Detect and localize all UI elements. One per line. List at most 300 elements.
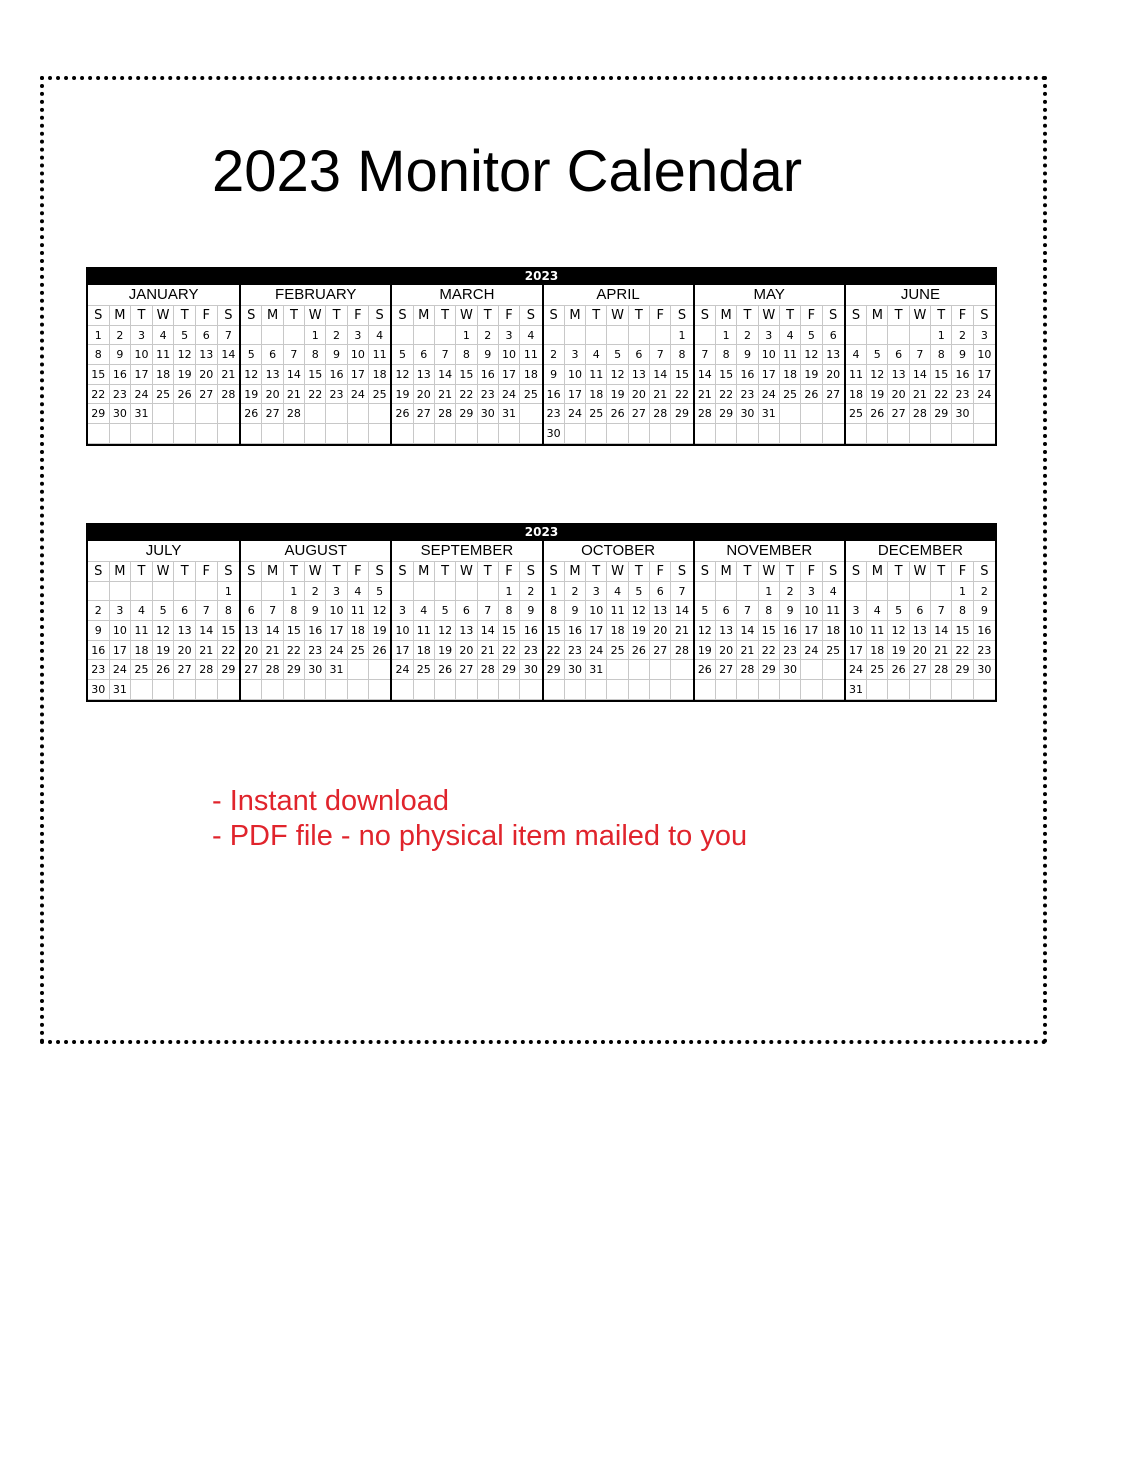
empty-day-cell (392, 582, 413, 602)
empty-day-cell (196, 404, 218, 424)
day-cell: 1 (544, 582, 565, 602)
day-cell: 23 (780, 641, 801, 661)
day-cell: 5 (607, 345, 628, 365)
weekday-header: M (262, 306, 283, 326)
empty-day-cell (931, 424, 952, 444)
day-cell: 25 (348, 641, 369, 661)
day-cell: 22 (499, 641, 520, 661)
empty-day-cell (392, 326, 413, 346)
day-cell: 27 (629, 404, 650, 424)
months-row (86, 541, 997, 702)
day-cell: 23 (737, 385, 758, 405)
weekday-header: S (695, 306, 716, 326)
day-cell: 25 (131, 660, 153, 680)
empty-day-cell (348, 680, 369, 700)
weekday-header: T (780, 306, 801, 326)
day-cell: 31 (326, 660, 347, 680)
empty-day-cell (737, 424, 758, 444)
weekday-header: T (586, 306, 607, 326)
empty-day-cell (88, 582, 110, 602)
day-cell: 17 (499, 365, 520, 385)
day-cell: 17 (131, 365, 153, 385)
day-cell: 7 (910, 345, 931, 365)
day-cell: 1 (305, 326, 326, 346)
day-cell: 10 (759, 345, 780, 365)
weekday-header: T (284, 562, 305, 582)
day-cell: 6 (650, 582, 671, 602)
day-cell: 22 (544, 641, 565, 661)
day-cell: 18 (520, 365, 541, 385)
empty-day-cell (153, 404, 175, 424)
day-cell: 20 (241, 641, 262, 661)
empty-day-cell (218, 424, 240, 444)
day-cell: 29 (284, 660, 305, 680)
day-cell: 19 (695, 641, 716, 661)
day-cell: 12 (695, 621, 716, 641)
month-december (844, 541, 995, 700)
weekday-header: M (414, 562, 435, 582)
day-cell: 28 (435, 404, 456, 424)
empty-day-cell (326, 680, 347, 700)
day-cell: 29 (218, 660, 240, 680)
day-cell: 28 (910, 404, 931, 424)
day-cell: 21 (284, 385, 305, 405)
weekday-header: T (478, 562, 499, 582)
day-cell: 13 (174, 621, 196, 641)
day-cell: 14 (478, 621, 499, 641)
day-cell: 13 (888, 365, 909, 385)
empty-day-cell (737, 582, 758, 602)
day-cell: 3 (499, 326, 520, 346)
weekday-header: F (801, 562, 822, 582)
empty-day-cell (131, 424, 153, 444)
months-row (86, 285, 997, 446)
empty-day-cell (456, 424, 477, 444)
day-cell: 1 (499, 582, 520, 602)
day-cell: 20 (629, 385, 650, 405)
month-november (693, 541, 844, 700)
weekday-header: T (931, 562, 952, 582)
day-cell: 10 (801, 601, 822, 621)
day-cell: 4 (131, 601, 153, 621)
weekday-header: W (305, 306, 326, 326)
empty-day-cell (456, 680, 477, 700)
day-cell: 26 (241, 404, 262, 424)
day-cell: 17 (348, 365, 369, 385)
day-cell: 24 (348, 385, 369, 405)
weekday-header: W (910, 562, 931, 582)
day-cell: 23 (478, 385, 499, 405)
day-cell: 1 (88, 326, 110, 346)
weekday-header: W (759, 562, 780, 582)
weekday-header: T (629, 562, 650, 582)
day-cell: 22 (716, 385, 737, 405)
day-cell: 9 (544, 365, 565, 385)
year-bar: 2023 (86, 523, 997, 541)
day-cell: 6 (716, 601, 737, 621)
day-cell: 26 (174, 385, 196, 405)
day-cell: 15 (931, 365, 952, 385)
empty-day-cell (801, 424, 822, 444)
day-cell: 7 (196, 601, 218, 621)
empty-day-cell (650, 424, 671, 444)
day-cell: 26 (369, 641, 390, 661)
empty-day-cell (650, 660, 671, 680)
day-cell: 28 (478, 660, 499, 680)
month-name: JUNE (846, 285, 995, 306)
day-cell: 1 (284, 582, 305, 602)
empty-day-cell (196, 680, 218, 700)
day-cell: 17 (974, 365, 995, 385)
empty-day-cell (241, 424, 262, 444)
day-cell: 3 (759, 326, 780, 346)
weekday-header: T (737, 562, 758, 582)
empty-day-cell (565, 424, 586, 444)
day-cell: 7 (218, 326, 240, 346)
day-grid (544, 562, 693, 700)
day-cell: 30 (952, 404, 973, 424)
day-grid (241, 562, 390, 700)
weekday-header: F (348, 562, 369, 582)
day-cell: 5 (888, 601, 909, 621)
day-cell: 9 (974, 601, 995, 621)
day-cell: 3 (348, 326, 369, 346)
day-cell: 14 (737, 621, 758, 641)
weekday-header: T (435, 306, 456, 326)
day-cell: 27 (456, 660, 477, 680)
day-cell: 23 (974, 641, 995, 661)
month-name: NOVEMBER (695, 541, 844, 562)
day-cell: 24 (759, 385, 780, 405)
day-cell: 15 (284, 621, 305, 641)
empty-day-cell (867, 582, 888, 602)
empty-day-cell (823, 404, 844, 424)
day-cell: 11 (131, 621, 153, 641)
weekday-header: S (241, 306, 262, 326)
day-cell: 16 (520, 621, 541, 641)
day-cell: 4 (520, 326, 541, 346)
day-cell: 16 (737, 365, 758, 385)
empty-day-cell (671, 424, 692, 444)
weekday-header: T (888, 562, 909, 582)
day-cell: 10 (348, 345, 369, 365)
day-cell: 4 (348, 582, 369, 602)
day-cell: 2 (110, 326, 132, 346)
empty-day-cell (414, 326, 435, 346)
day-cell: 15 (952, 621, 973, 641)
empty-day-cell (131, 680, 153, 700)
day-cell: 21 (196, 641, 218, 661)
day-cell: 11 (607, 601, 628, 621)
weekday-header: T (780, 562, 801, 582)
empty-day-cell (392, 424, 413, 444)
day-cell: 18 (780, 365, 801, 385)
day-cell: 11 (846, 365, 867, 385)
month-march (390, 285, 541, 444)
empty-day-cell (262, 424, 283, 444)
empty-day-cell (348, 404, 369, 424)
empty-day-cell (888, 680, 909, 700)
day-cell: 6 (456, 601, 477, 621)
empty-day-cell (846, 424, 867, 444)
weekday-header: S (695, 562, 716, 582)
empty-day-cell (695, 326, 716, 346)
day-cell: 9 (952, 345, 973, 365)
day-cell: 4 (846, 345, 867, 365)
empty-day-cell (780, 404, 801, 424)
empty-day-cell (478, 680, 499, 700)
day-cell: 24 (499, 385, 520, 405)
day-cell: 17 (110, 641, 132, 661)
weekday-header: F (801, 306, 822, 326)
day-cell: 18 (846, 385, 867, 405)
day-cell: 14 (671, 601, 692, 621)
calendar-strip-jul-dec (86, 523, 997, 702)
day-cell: 12 (888, 621, 909, 641)
day-cell: 14 (695, 365, 716, 385)
weekday-header: F (499, 562, 520, 582)
day-cell: 3 (586, 582, 607, 602)
day-cell: 9 (737, 345, 758, 365)
empty-day-cell (974, 424, 995, 444)
day-cell: 31 (499, 404, 520, 424)
weekday-header: W (153, 562, 175, 582)
weekday-header: T (478, 306, 499, 326)
day-cell: 31 (110, 680, 132, 700)
empty-day-cell (110, 582, 132, 602)
empty-day-cell (435, 326, 456, 346)
day-cell: 9 (520, 601, 541, 621)
day-cell: 15 (305, 365, 326, 385)
day-cell: 25 (369, 385, 390, 405)
day-cell: 13 (629, 365, 650, 385)
day-cell: 24 (974, 385, 995, 405)
weekday-header: F (650, 562, 671, 582)
day-cell: 23 (326, 385, 347, 405)
day-cell: 24 (801, 641, 822, 661)
empty-day-cell (650, 680, 671, 700)
weekday-header: S (823, 306, 844, 326)
day-cell: 14 (435, 365, 456, 385)
day-cell: 1 (952, 582, 973, 602)
month-name: JULY (88, 541, 239, 562)
day-cell: 26 (392, 404, 413, 424)
weekday-header: W (305, 562, 326, 582)
day-cell: 26 (695, 660, 716, 680)
weekday-header: T (326, 306, 347, 326)
day-cell: 31 (586, 660, 607, 680)
weekday-header: T (174, 306, 196, 326)
day-cell: 18 (586, 385, 607, 405)
empty-day-cell (262, 680, 283, 700)
day-cell: 28 (650, 404, 671, 424)
empty-day-cell (174, 424, 196, 444)
day-cell: 27 (196, 385, 218, 405)
empty-day-cell (801, 404, 822, 424)
day-grid (695, 562, 844, 700)
day-cell: 25 (153, 385, 175, 405)
empty-day-cell (629, 424, 650, 444)
day-cell: 4 (867, 601, 888, 621)
empty-day-cell (974, 680, 995, 700)
weekday-header: S (369, 306, 390, 326)
empty-day-cell (196, 424, 218, 444)
day-cell: 4 (823, 582, 844, 602)
day-cell: 8 (759, 601, 780, 621)
day-cell: 8 (671, 345, 692, 365)
empty-day-cell (910, 582, 931, 602)
weekday-header: M (565, 306, 586, 326)
day-cell: 1 (456, 326, 477, 346)
day-cell: 29 (952, 660, 973, 680)
month-september (390, 541, 541, 700)
day-grid (392, 306, 541, 444)
empty-day-cell (456, 582, 477, 602)
weekday-header: S (671, 306, 692, 326)
day-grid (846, 306, 995, 444)
empty-day-cell (607, 326, 628, 346)
weekday-header: F (196, 306, 218, 326)
day-cell: 26 (607, 404, 628, 424)
day-cell: 6 (241, 601, 262, 621)
day-cell: 24 (131, 385, 153, 405)
weekday-header: S (974, 306, 995, 326)
day-cell: 8 (456, 345, 477, 365)
day-cell: 6 (888, 345, 909, 365)
empty-day-cell (544, 326, 565, 346)
day-cell: 30 (88, 680, 110, 700)
day-cell: 7 (435, 345, 456, 365)
day-cell: 11 (414, 621, 435, 641)
day-cell: 16 (110, 365, 132, 385)
day-cell: 29 (931, 404, 952, 424)
empty-day-cell (241, 680, 262, 700)
day-cell: 11 (823, 601, 844, 621)
empty-day-cell (305, 404, 326, 424)
day-grid (88, 562, 239, 700)
day-cell: 7 (262, 601, 283, 621)
empty-day-cell (846, 326, 867, 346)
day-cell: 3 (974, 326, 995, 346)
day-cell: 11 (153, 345, 175, 365)
empty-day-cell (153, 680, 175, 700)
day-cell: 6 (262, 345, 283, 365)
empty-day-cell (478, 424, 499, 444)
day-cell: 3 (846, 601, 867, 621)
empty-day-cell (716, 582, 737, 602)
day-cell: 2 (326, 326, 347, 346)
day-cell: 2 (737, 326, 758, 346)
day-cell: 5 (695, 601, 716, 621)
empty-day-cell (414, 424, 435, 444)
day-cell: 9 (478, 345, 499, 365)
month-february (239, 285, 390, 444)
weekday-header: M (110, 562, 132, 582)
day-cell: 21 (695, 385, 716, 405)
day-cell: 24 (846, 660, 867, 680)
day-cell: 29 (759, 660, 780, 680)
day-cell: 26 (867, 404, 888, 424)
day-cell: 17 (392, 641, 413, 661)
day-cell: 5 (867, 345, 888, 365)
empty-day-cell (867, 326, 888, 346)
day-cell: 13 (650, 601, 671, 621)
day-cell: 14 (218, 345, 240, 365)
day-cell: 26 (629, 641, 650, 661)
empty-day-cell (369, 404, 390, 424)
day-cell: 25 (846, 404, 867, 424)
month-name: FEBRUARY (241, 285, 390, 306)
day-cell: 13 (414, 365, 435, 385)
day-cell: 20 (910, 641, 931, 661)
day-cell: 24 (110, 660, 132, 680)
day-cell: 7 (671, 582, 692, 602)
weekday-header: F (348, 306, 369, 326)
day-cell: 29 (456, 404, 477, 424)
weekday-header: F (196, 562, 218, 582)
empty-day-cell (607, 680, 628, 700)
day-cell: 16 (88, 641, 110, 661)
day-cell: 9 (110, 345, 132, 365)
empty-day-cell (695, 680, 716, 700)
empty-day-cell (326, 404, 347, 424)
weekday-header: T (284, 306, 305, 326)
day-cell: 27 (716, 660, 737, 680)
day-cell: 3 (326, 582, 347, 602)
day-cell: 20 (456, 641, 477, 661)
empty-day-cell (544, 680, 565, 700)
empty-day-cell (348, 660, 369, 680)
empty-day-cell (241, 326, 262, 346)
day-cell: 8 (952, 601, 973, 621)
year-bar: 2023 (86, 267, 997, 285)
day-cell: 2 (544, 345, 565, 365)
note-instant-download: - Instant download (212, 785, 449, 817)
page-title: 2023 Monitor Calendar (212, 139, 803, 204)
day-cell: 6 (629, 345, 650, 365)
weekday-header: S (846, 562, 867, 582)
day-cell: 3 (110, 601, 132, 621)
day-cell: 13 (716, 621, 737, 641)
day-cell: 25 (520, 385, 541, 405)
day-cell: 28 (931, 660, 952, 680)
day-cell: 22 (305, 385, 326, 405)
day-cell: 11 (369, 345, 390, 365)
weekday-header: T (174, 562, 196, 582)
day-cell: 11 (586, 365, 607, 385)
day-cell: 3 (392, 601, 413, 621)
day-cell: 15 (218, 621, 240, 641)
day-grid (241, 306, 390, 444)
day-cell: 4 (414, 601, 435, 621)
day-cell: 28 (737, 660, 758, 680)
day-cell: 15 (716, 365, 737, 385)
day-cell: 15 (499, 621, 520, 641)
day-cell: 18 (131, 641, 153, 661)
day-cell: 27 (241, 660, 262, 680)
day-cell: 23 (305, 641, 326, 661)
empty-day-cell (499, 424, 520, 444)
day-cell: 8 (931, 345, 952, 365)
weekday-header: S (520, 306, 541, 326)
weekday-header: F (499, 306, 520, 326)
day-cell: 25 (607, 641, 628, 661)
day-cell: 21 (931, 641, 952, 661)
day-cell: 27 (888, 404, 909, 424)
day-cell: 5 (153, 601, 175, 621)
month-name: OCTOBER (544, 541, 693, 562)
day-cell: 22 (218, 641, 240, 661)
